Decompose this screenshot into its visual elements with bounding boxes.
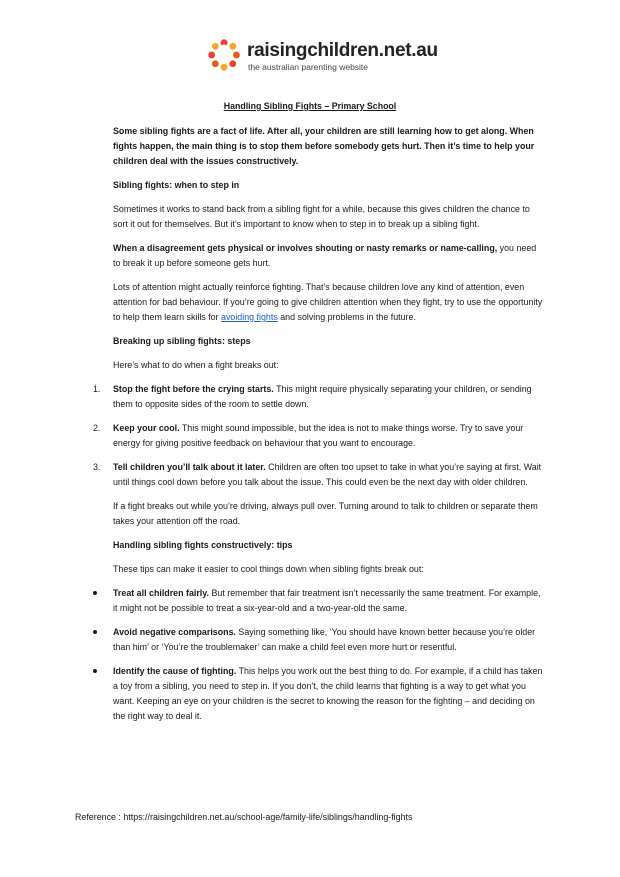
list-item-text: Children are often too upset to take in what you’re saying at first. Wait until things cool down before you talk about the issue. This could even be the next day with older children. bbox=[113, 462, 542, 487]
paragraph-text: and solving problems in the future. bbox=[277, 312, 416, 322]
list-number: 3. bbox=[93, 462, 101, 472]
list-item-text: But remember that fair treatment isn’t necessarily the same treatment. For example, it might not be possible to treat a six-year-old and a two-year-old the same. bbox=[113, 588, 541, 613]
list-item-bold: Identify the cause of fighting. bbox=[113, 666, 237, 676]
list-item bbox=[93, 460, 543, 490]
list-item-bold: Treat all children fairly. bbox=[113, 588, 210, 598]
list-item-bold: Tell children you’ll talk about it later. bbox=[113, 462, 266, 472]
list-item bbox=[93, 421, 543, 451]
bullet-icon bbox=[93, 669, 97, 673]
paragraph-text: you need to break it up before someone gets hurt. bbox=[113, 243, 537, 268]
bullet-icon bbox=[93, 591, 97, 595]
list-item bbox=[113, 664, 543, 724]
list-item bbox=[113, 625, 543, 655]
paragraph-bold: When a disagreement gets physical or involves shouting or nasty remarks or name-calling, bbox=[113, 243, 498, 253]
flower-logo-icon bbox=[206, 36, 244, 74]
paragraph: These tips can make it easier to cool things down when sibling fights break out: bbox=[113, 564, 424, 574]
section-heading-steps: Breaking up sibling fights: steps bbox=[113, 336, 251, 346]
steps-list bbox=[93, 382, 543, 490]
list-item-text: This might sound impossible, but the idea is not to make things worse. Try to save your energy for giving positive feedback on behaviour that you want to encourage. bbox=[113, 423, 524, 448]
reference-footer: Reference : https://raisingchildren.net.au/school-age/family-life/siblings/handling-fights bbox=[75, 812, 413, 822]
list-item-bold: Keep your cool. bbox=[113, 423, 180, 433]
paragraph: If a fight breaks out while you’re driving, always pull over. Turning around to talk to children or separate them takes your attention off the road. bbox=[113, 501, 538, 526]
bullet-icon bbox=[93, 630, 97, 634]
page-title: Handling Sibling Fights – Primary School bbox=[223, 101, 397, 111]
list-number: 1. bbox=[93, 384, 101, 394]
list-item-text: This helps you work out the best thing to do. For example, if a child has taken a toy from a sibling, you need to step in. If you don’t, the child learns that fighting is a way to get what you want. Keeping an eye on your children is the secret to knowing the reason for the fighting – and deciding on the right way to deal it. bbox=[113, 666, 543, 721]
list-item-text: Saying something like, ‘You should have known better because you’re older than him’ or ‘You’re the troublemaker’ can make a child feel even more hurt or resentful. bbox=[113, 627, 536, 652]
paragraph bbox=[113, 241, 543, 271]
avoiding-fights-link[interactable]: avoiding fights bbox=[221, 312, 278, 322]
tips-list bbox=[113, 586, 543, 724]
section-heading-tips: Handling sibling fights constructively: tips bbox=[113, 540, 293, 550]
paragraph: Here’s what to do when a fight breaks out: bbox=[113, 360, 279, 370]
list-item-bold: Avoid negative comparisons. bbox=[113, 627, 236, 637]
section-heading-when: Sibling fights: when to step in bbox=[113, 180, 240, 190]
intro-paragraph: Some sibling fights are a fact of life. After all, your children are still learning how to get along. When fights happen, the main thing is to stop them before somebody gets hurt. Then it’s time to help your children deal with the issues constructively. bbox=[113, 126, 535, 166]
list-item bbox=[93, 382, 543, 412]
list-number: 2. bbox=[93, 423, 101, 433]
logo-tagline: the australian parenting website bbox=[248, 62, 369, 72]
paragraph: Sometimes it works to stand back from a sibling fight for a while, because this gives children the chance to sort it out for themselves. But it’s important to know when to step in to break up a sibling fight. bbox=[113, 204, 530, 229]
paragraph-text: Lots of attention might actually reinforce fighting. That’s because children love any kind of attention, even attention for bad behaviour. If you’re going to give children attention when they fight, try to use the opportunity to help them learn skills for bbox=[113, 282, 543, 322]
list-item-text: This might require physically separating your children, or sending them to opposite sides of the room to settle down. bbox=[113, 384, 532, 409]
list-item-bold: Stop the fight before the crying starts. bbox=[113, 384, 274, 394]
document-body bbox=[93, 124, 543, 733]
list-item bbox=[113, 586, 543, 616]
logo-brand: raisingchildren.net.au bbox=[247, 40, 438, 61]
paragraph bbox=[113, 280, 543, 325]
site-logo bbox=[206, 36, 438, 76]
